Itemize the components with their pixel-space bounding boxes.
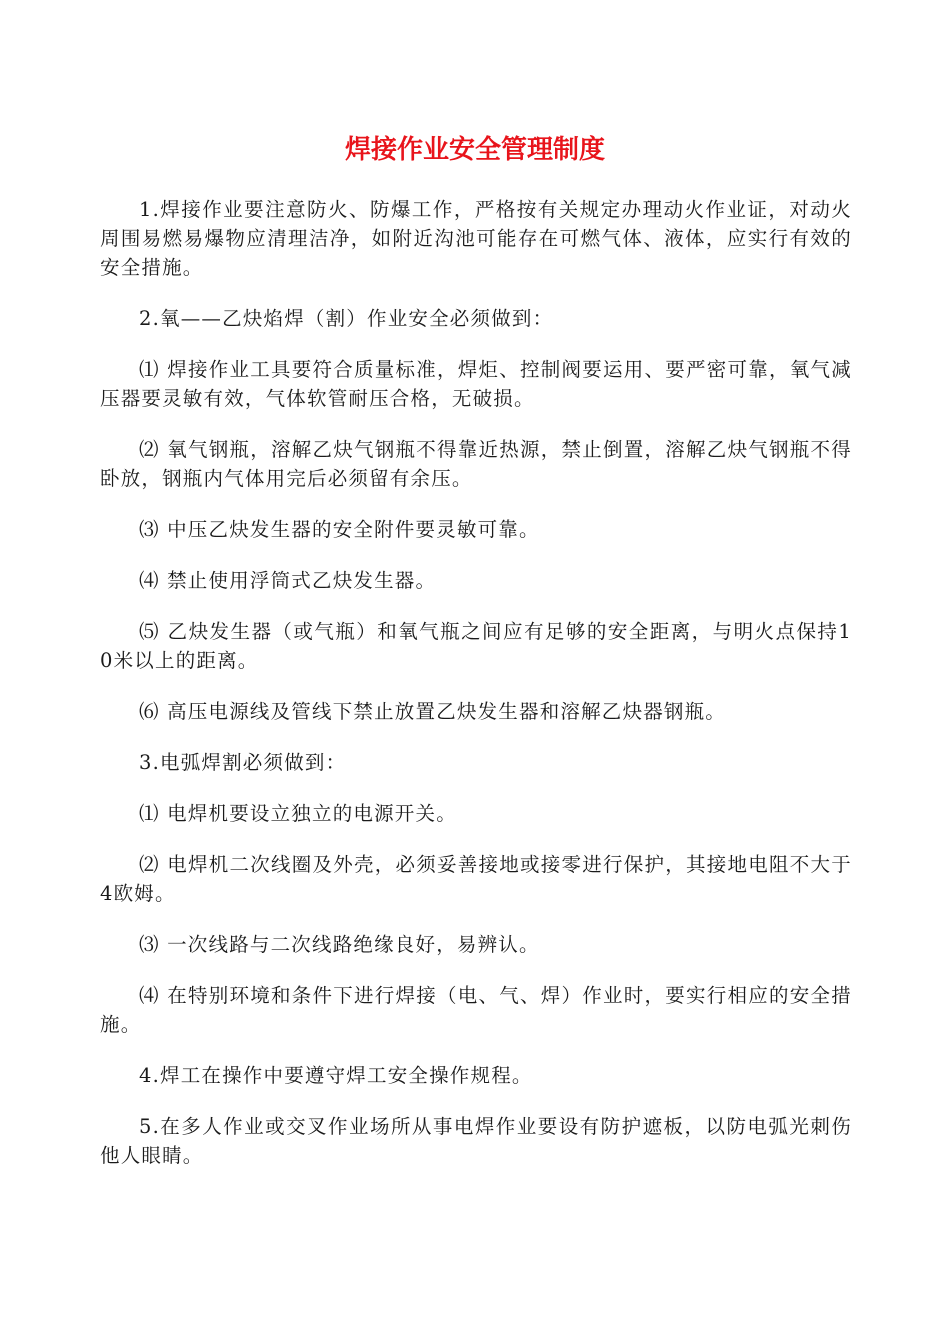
paragraph-2-item-1: ⑴ 焊接作业工具要符合质量标准，焊炬、控制阀要运用、要严密可靠，氧气减压器要灵敏有效，气体软管耐压合格，无破损。 [100,358,852,410]
paragraph-3-item-2: ⑵ 电焊机二次线圈及外壳，必须妥善接地或接零进行保护，其接地电阻不大于4欧姆。 [100,853,852,905]
paragraph-3: 3.电弧焊割必须做到： [139,751,347,774]
paragraph-2-item-5: ⑸ 乙炔发生器（或气瓶）和氧气瓶之间应有足够的安全距离，与明火点保持10米以上的距离。 [100,620,852,672]
paragraph-3-item-1: ⑴ 电焊机要设立独立的电源开关。 [139,802,457,825]
paragraph-2-item-4: ⑷ 禁止使用浮筒式乙炔发生器。 [139,569,437,592]
paragraph-3-item-3: ⑶ 一次线路与二次线路绝缘良好，易辨认。 [139,933,540,956]
paragraph-5: 5.在多人作业或交叉作业场所从事电焊作业要设有防护遮板，以防电弧光刺伤他人眼睛。 [100,1115,852,1167]
paragraph-3-item-4: ⑷ 在特别环境和条件下进行焊接（电、气、焊）作业时，要实行相应的安全措施。 [100,984,852,1036]
paragraph-2-item-2: ⑵ 氧气钢瓶，溶解乙炔气钢瓶不得靠近热源，禁止倒置，溶解乙炔气钢瓶不得卧放，钢瓶内气体用完后必须留有余压。 [100,438,852,490]
document-title: 焊接作业安全管理制度 [344,135,605,165]
document-body [100,195,852,1192]
paragraph-4: 4.焊工在操作中要遵守焊工安全操作规程。 [139,1064,533,1087]
paragraph-1: 1.焊接作业要注意防火、防爆工作，严格按有关规定办理动火作业证，对动火周围易燃易爆物应清理洁净，如附近沟池可能存在可燃气体、液体，应实行有效的安全措施。 [100,198,852,279]
paragraph-2: 2.氧——乙炔焰焊（割）作业安全必须做到： [139,307,554,330]
paragraph-2-item-6: ⑹ 高压电源线及管线下禁止放置乙炔发生器和溶解乙炔器钢瓶。 [139,700,726,723]
paragraph-2-item-3: ⑶ 中压乙炔发生器的安全附件要灵敏可靠。 [139,518,540,541]
